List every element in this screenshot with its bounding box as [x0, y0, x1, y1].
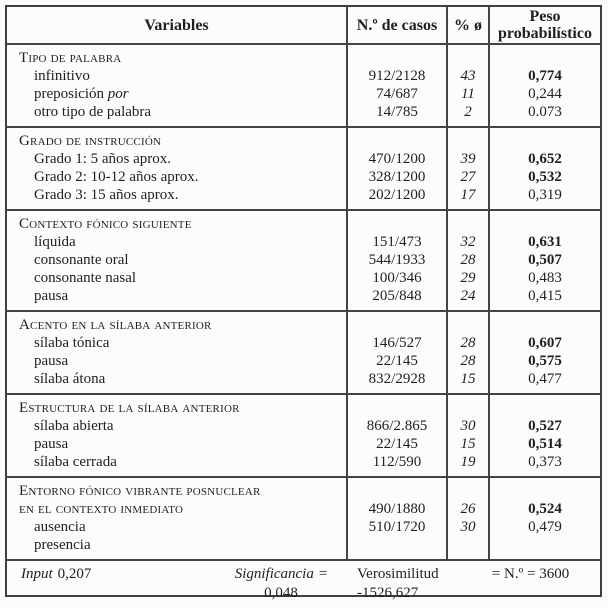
spacer-line: [448, 49, 488, 67]
weight-value: 0,774: [490, 67, 600, 85]
weight-value: 0,524: [490, 500, 600, 518]
table-section: [7, 126, 600, 209]
cases-value: 151/473: [348, 233, 446, 251]
pct-cell: [446, 478, 488, 559]
row-label: ausencia: [7, 518, 346, 536]
probabilistic-weights-table: [5, 5, 602, 597]
row-label: Grado 2: 10-12 años aprox.: [7, 168, 346, 186]
weight-value: 0,652: [490, 150, 600, 168]
cases-value: 14/785: [348, 103, 446, 121]
row-label: sílaba tónica: [7, 334, 346, 352]
column-header-weight: [488, 7, 600, 43]
weight-value: 0,373: [490, 453, 600, 471]
cases-value: 510/1720: [348, 518, 446, 536]
weight-value: 0,477: [490, 370, 600, 388]
row-label: Grado 1: 5 años aprox.: [7, 150, 346, 168]
percent-value: 2: [448, 103, 488, 121]
cases-value: 22/145: [348, 435, 446, 453]
spacer-line: [448, 215, 488, 233]
spacer-line: [490, 316, 600, 334]
cases-value: 866/2.865: [348, 417, 446, 435]
row-label: pausa: [7, 435, 346, 453]
weight-cell: [488, 211, 600, 310]
pct-cell: [446, 312, 488, 393]
row-label: pausa: [7, 287, 346, 305]
spacer-line: [348, 49, 446, 67]
spacer-line: [448, 132, 488, 150]
section-title: Entorno fónico vibrante posnuclear: [7, 482, 346, 500]
n-total: = N.º = 3600: [461, 565, 600, 584]
significancia-cell: [217, 565, 345, 603]
spacer-line: [448, 482, 488, 500]
weight-value: 0,575: [490, 352, 600, 370]
cases-value: 490/1880: [348, 500, 446, 518]
cases-cell: [346, 128, 446, 209]
spacer-line: [348, 215, 446, 233]
weight-value: 0,319: [490, 186, 600, 204]
section-title: en el contexto inmediato: [7, 500, 346, 518]
variables-cell: [7, 211, 346, 310]
significancia-equals: =: [319, 566, 327, 582]
table-section: [7, 209, 600, 310]
spacer-line: [490, 215, 600, 233]
cases-value: 202/1200: [348, 186, 446, 204]
row-label: consonante oral: [7, 251, 346, 269]
cases-cell: [346, 478, 446, 559]
spacer-line: [448, 316, 488, 334]
weight-value: 0,479: [490, 518, 600, 536]
table-section: [7, 45, 600, 126]
row-label: preposición por: [7, 85, 346, 103]
input-label: Input: [21, 566, 53, 582]
column-header-cases: N.º de casos: [346, 7, 446, 43]
percent-value: 11: [448, 85, 488, 103]
cases-value: 832/2928: [348, 370, 446, 388]
spacer-line: [348, 482, 446, 500]
weight-header-line2: probabilístico: [498, 25, 592, 42]
spacer-line: [490, 132, 600, 150]
column-header-percent: % ø: [446, 7, 488, 43]
verosimilitud-value: -1526,627: [357, 584, 461, 603]
spacer-line: [348, 132, 446, 150]
row-label: consonante nasal: [7, 269, 346, 287]
cases-cell: [346, 312, 446, 393]
cases-value: 544/1933: [348, 251, 446, 269]
row-label-italic: por: [108, 86, 129, 102]
cases-value: 470/1200: [348, 150, 446, 168]
percent-value: 32: [448, 233, 488, 251]
table-section: [7, 476, 600, 559]
verosimilitud-label: Verosimilitud: [357, 565, 461, 584]
weight-value: 0,532: [490, 168, 600, 186]
cases-value: 22/145: [348, 352, 446, 370]
spacer-line: [448, 399, 488, 417]
cases-value: 328/1200: [348, 168, 446, 186]
variables-cell: [7, 478, 346, 559]
percent-value: 39: [448, 150, 488, 168]
weight-value: 0,244: [490, 85, 600, 103]
weight-cell: [488, 312, 600, 393]
row-label: otro tipo de palabra: [7, 103, 346, 121]
row-label: presencia: [7, 536, 346, 554]
spacer-line: [490, 482, 600, 500]
section-title: Grado de instrucción: [7, 132, 346, 150]
weight-value: 0,507: [490, 251, 600, 269]
percent-value: 15: [448, 435, 488, 453]
percent-value: 24: [448, 287, 488, 305]
table-section: [7, 310, 600, 393]
percent-value: 28: [448, 334, 488, 352]
table-body: [7, 45, 600, 559]
cases-value: 112/590: [348, 453, 446, 471]
column-header-weight-text: [498, 8, 592, 42]
weight-cell: [488, 478, 600, 559]
significancia-label: Significancia: [235, 566, 314, 582]
cases-cell: [346, 211, 446, 310]
weight-cell: [488, 45, 600, 126]
section-title: Acento en la sílaba anterior: [7, 316, 346, 334]
pct-cell: [446, 45, 488, 126]
table-header-row: [7, 7, 600, 45]
weight-value: 0,415: [490, 287, 600, 305]
variables-cell: [7, 312, 346, 393]
percent-value: 30: [448, 417, 488, 435]
table-footer-row: [7, 559, 600, 608]
table-section: [7, 393, 600, 476]
percent-value: 28: [448, 251, 488, 269]
cases-value: 912/2128: [348, 67, 446, 85]
percent-value: 19: [448, 453, 488, 471]
column-header-variables: Variables: [7, 7, 346, 43]
spacer-line: [490, 49, 600, 67]
weight-value: 0,514: [490, 435, 600, 453]
row-label: sílaba cerrada: [7, 453, 346, 471]
percent-value: 15: [448, 370, 488, 388]
spacer-line: [348, 316, 446, 334]
percent-value: 26: [448, 500, 488, 518]
percent-value: 29: [448, 269, 488, 287]
weight-value: 0,527: [490, 417, 600, 435]
pct-cell: [446, 211, 488, 310]
percent-value: 43: [448, 67, 488, 85]
verosimilitud-cell: [345, 565, 461, 603]
percent-value: 27: [448, 168, 488, 186]
percent-value: 17: [448, 186, 488, 204]
percent-value: 28: [448, 352, 488, 370]
weight-value: 0,483: [490, 269, 600, 287]
pct-cell: [446, 395, 488, 476]
weight-value: 0,631: [490, 233, 600, 251]
section-title: Contexto fónico siguiente: [7, 215, 346, 233]
row-label: sílaba átona: [7, 370, 346, 388]
cases-cell: [346, 45, 446, 126]
section-title: Tipo de palabra: [7, 49, 346, 67]
cases-cell: [346, 395, 446, 476]
variables-cell: [7, 395, 346, 476]
row-label: pausa: [7, 352, 346, 370]
section-title: Estructura de la sílaba anterior: [7, 399, 346, 417]
row-label: Grado 3: 15 años aprox.: [7, 186, 346, 204]
cases-value: 146/527: [348, 334, 446, 352]
percent-value: 30: [448, 518, 488, 536]
cases-value: 205/848: [348, 287, 446, 305]
significancia-value: 0,048: [217, 584, 345, 603]
weight-cell: [488, 128, 600, 209]
cases-value: 74/687: [348, 85, 446, 103]
weight-value: 0.073: [490, 103, 600, 121]
cases-value: 100/346: [348, 269, 446, 287]
spacer-line: [490, 399, 600, 417]
input-cell: [7, 565, 217, 584]
row-label: líquida: [7, 233, 346, 251]
weight-value: 0,607: [490, 334, 600, 352]
spacer-line: [348, 399, 446, 417]
variables-cell: [7, 128, 346, 209]
weight-header-line1: Peso: [529, 8, 560, 25]
row-label: sílaba abierta: [7, 417, 346, 435]
weight-cell: [488, 395, 600, 476]
variables-cell: [7, 45, 346, 126]
pct-cell: [446, 128, 488, 209]
input-value: 0,207: [58, 566, 92, 582]
row-label: infinitivo: [7, 67, 346, 85]
